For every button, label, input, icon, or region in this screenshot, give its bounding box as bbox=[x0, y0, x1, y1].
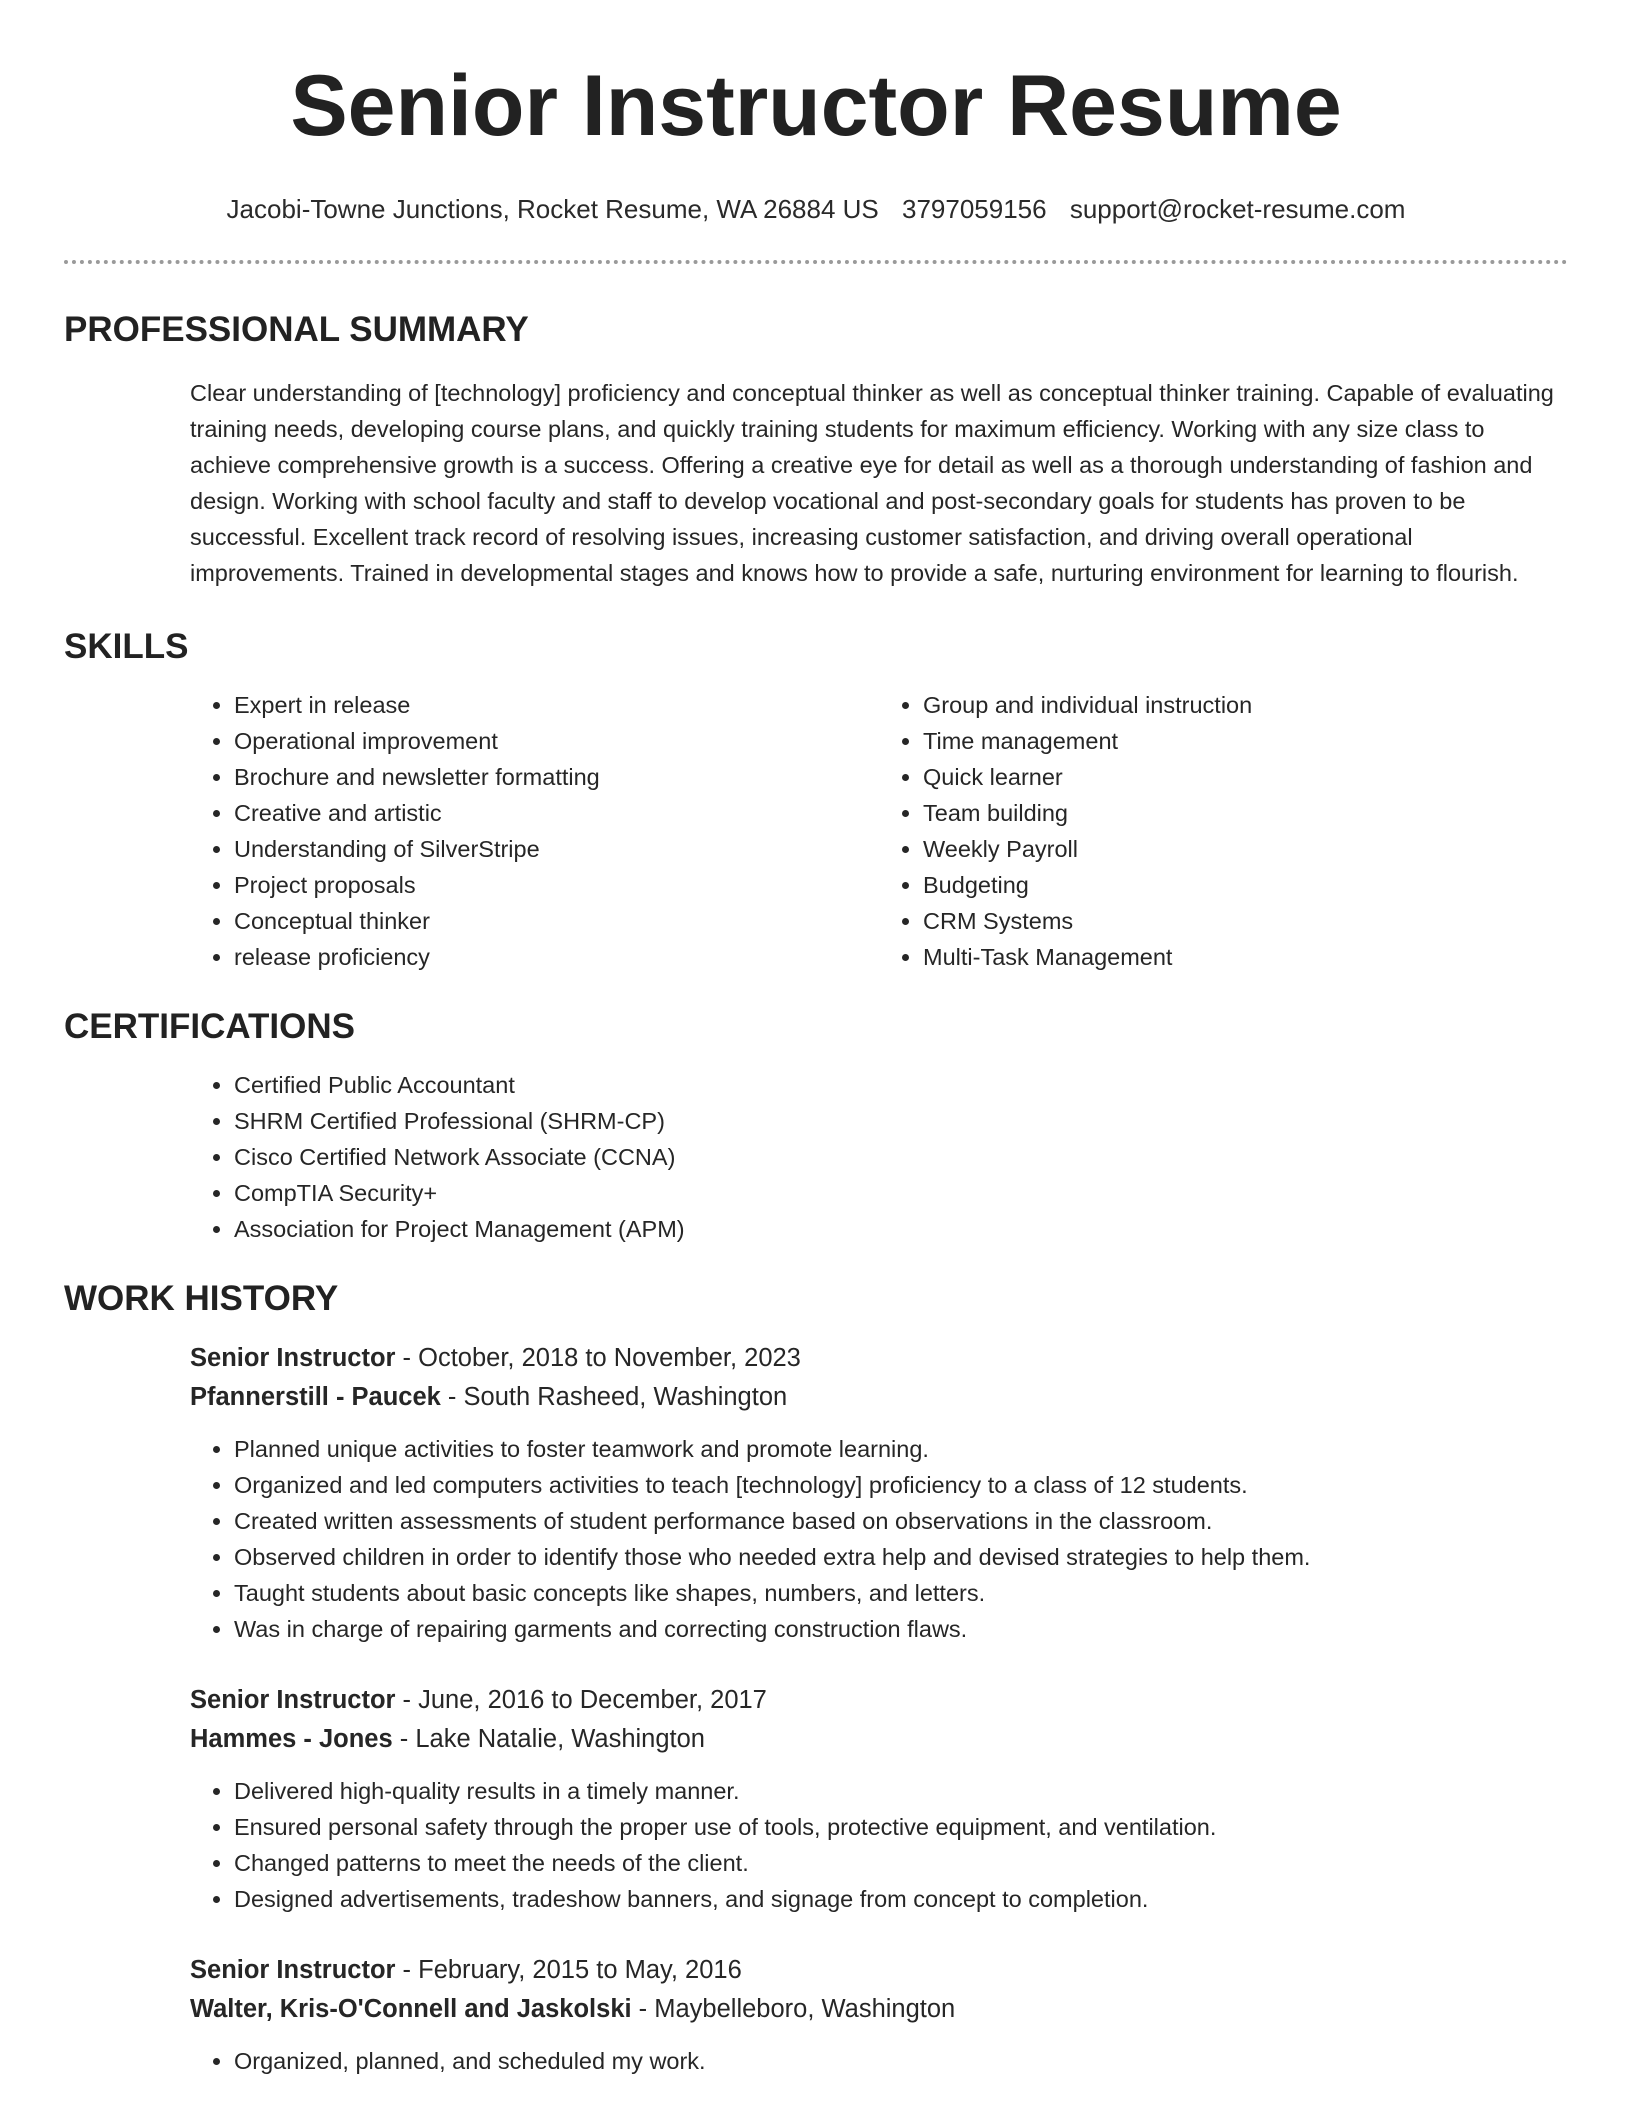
certification-item: • SHRM Certified Professional (SHRM-CP) bbox=[234, 1103, 1568, 1139]
job-location: - Maybelleboro, Washington bbox=[631, 1995, 956, 2023]
job-dates: - October, 2018 to November, 2023 bbox=[395, 1344, 801, 1372]
contact-email: support@rocket-resume.com bbox=[1069, 194, 1406, 224]
contact-address: Jacobi-Towne Junctions, Rocket Resume, WA 26884 US bbox=[226, 194, 879, 224]
summary-text: Clear understanding of [technology] proficiency and conceptual thinker as well as conceptual thinker training. Capable of evaluating training needs, developing course plans, and quickly training students for maximum efficiency. Working with any size class to achieve comprehensive growth is a success. Offering a creative eye for detail as well as a thorough understanding of fashion and design. Working with school faculty and staff to develop vocational and post-secondary goals for students has proven to be successful. Excellent track record of resolving issues, increasing customer satisfaction, and driving overall operational improvements. Trained in developmental stages and knows how to provide a safe, nurturing environment for learning to flourish. bbox=[190, 380, 1554, 586]
job-role: Senior Instructor bbox=[190, 1686, 396, 1714]
skill-item: • Expert in release bbox=[234, 687, 879, 723]
job-company: Hammes - Jones bbox=[190, 1725, 393, 1753]
work-history-section bbox=[64, 1277, 1568, 2079]
skills-list-left bbox=[190, 687, 879, 975]
skill-item: • Multi-Task Management bbox=[923, 939, 1568, 975]
job-bullet: • Organized and led computers activities to teach [technology] proficiency to a class of 12 students. bbox=[234, 1467, 1568, 1503]
job-bullet: • Delivered high-quality results in a timely manner. bbox=[234, 1773, 1568, 1809]
skill-item: • Team building bbox=[923, 795, 1568, 831]
job-bullet: • Organized, planned, and scheduled my work. bbox=[234, 2043, 1568, 2079]
skill-item: • CRM Systems bbox=[923, 903, 1568, 939]
job-bullet: • Planned unique activities to foster teamwork and promote learning. bbox=[234, 1431, 1568, 1467]
certifications-section bbox=[64, 1005, 1568, 1247]
contact-line bbox=[64, 192, 1568, 226]
job-dates: - February, 2015 to May, 2016 bbox=[395, 1956, 742, 1984]
job-bullet: • Changed patterns to meet the needs of the client. bbox=[234, 1845, 1568, 1881]
skill-item: • release proficiency bbox=[234, 939, 879, 975]
certification-item: • Certified Public Accountant bbox=[234, 1067, 1568, 1103]
professional-summary-section bbox=[64, 308, 1568, 591]
job-company-line bbox=[190, 1990, 1568, 2029]
summary-body bbox=[190, 375, 1568, 591]
contact-phone: 3797059156 bbox=[902, 194, 1047, 224]
section-title-work-history: WORK HISTORY bbox=[64, 1279, 339, 1318]
skills-section bbox=[64, 625, 1568, 975]
job-role-line bbox=[190, 1339, 1568, 1378]
job-bullets bbox=[190, 1773, 1568, 1917]
header-divider bbox=[64, 260, 1568, 264]
section-title-certifications: CERTIFICATIONS bbox=[64, 1007, 356, 1046]
skill-item: • Understanding of SilverStripe bbox=[234, 831, 879, 867]
certification-item: • Cisco Certified Network Associate (CCNA) bbox=[234, 1139, 1568, 1175]
job-bullet: • Observed children in order to identify those who needed extra help and devised strategies to help them. bbox=[234, 1539, 1568, 1575]
job-location: - South Rasheed, Washington bbox=[440, 1383, 788, 1411]
section-title-summary: PROFESSIONAL SUMMARY bbox=[64, 310, 529, 349]
skill-item: • Quick learner bbox=[923, 759, 1568, 795]
skills-list-right bbox=[879, 687, 1568, 975]
skill-item: • Brochure and newsletter formatting bbox=[234, 759, 879, 795]
job-bullet: • Designed advertisements, tradeshow banners, and signage from concept to completion. bbox=[234, 1881, 1568, 1917]
job-role-line bbox=[190, 1951, 1568, 1990]
job-role: Senior Instructor bbox=[190, 1344, 396, 1372]
skill-item: • Group and individual instruction bbox=[923, 687, 1568, 723]
job-role: Senior Instructor bbox=[190, 1956, 396, 1984]
job-role-line bbox=[190, 1681, 1568, 1720]
job-bullet: • Was in charge of repairing garments and correcting construction flaws. bbox=[234, 1611, 1568, 1647]
skill-item: • Operational improvement bbox=[234, 723, 879, 759]
resume-title: Senior Instructor Resume bbox=[290, 58, 1342, 154]
section-title-skills: SKILLS bbox=[64, 627, 189, 666]
job-bullet: • Taught students about basic concepts like shapes, numbers, and letters. bbox=[234, 1575, 1568, 1611]
skill-item: • Conceptual thinker bbox=[234, 903, 879, 939]
job-bullet: • Created written assessments of student performance based on observations in the classroom. bbox=[234, 1503, 1568, 1539]
job-location: - Lake Natalie, Washington bbox=[392, 1725, 705, 1753]
job-company-line bbox=[190, 1720, 1568, 1759]
job-company-line bbox=[190, 1378, 1568, 1417]
job-entry bbox=[190, 1951, 1568, 2079]
job-bullets bbox=[190, 1431, 1568, 1647]
resume-header bbox=[64, 0, 1568, 226]
skill-item: • Time management bbox=[923, 723, 1568, 759]
skills-grid bbox=[190, 687, 1568, 975]
certifications-body bbox=[190, 1067, 1568, 1247]
job-entry bbox=[190, 1339, 1568, 1647]
certification-item: • Association for Project Management (APM) bbox=[234, 1211, 1568, 1247]
skill-item: • Creative and artistic bbox=[234, 795, 879, 831]
job-dates: - June, 2016 to December, 2017 bbox=[395, 1686, 767, 1714]
skill-item: • Weekly Payroll bbox=[923, 831, 1568, 867]
certification-item: • CompTIA Security+ bbox=[234, 1175, 1568, 1211]
certifications-list bbox=[190, 1067, 1568, 1247]
skill-item: • Budgeting bbox=[923, 867, 1568, 903]
job-bullets bbox=[190, 2043, 1568, 2079]
skill-item: • Project proposals bbox=[234, 867, 879, 903]
work-history-body bbox=[190, 1339, 1568, 2079]
job-entry bbox=[190, 1681, 1568, 1917]
job-company: Pfannerstill - Paucek bbox=[190, 1383, 441, 1411]
job-bullet: • Ensured personal safety through the proper use of tools, protective equipment, and ventilation. bbox=[234, 1809, 1568, 1845]
job-company: Walter, Kris-O'Connell and Jaskolski bbox=[190, 1995, 632, 2023]
